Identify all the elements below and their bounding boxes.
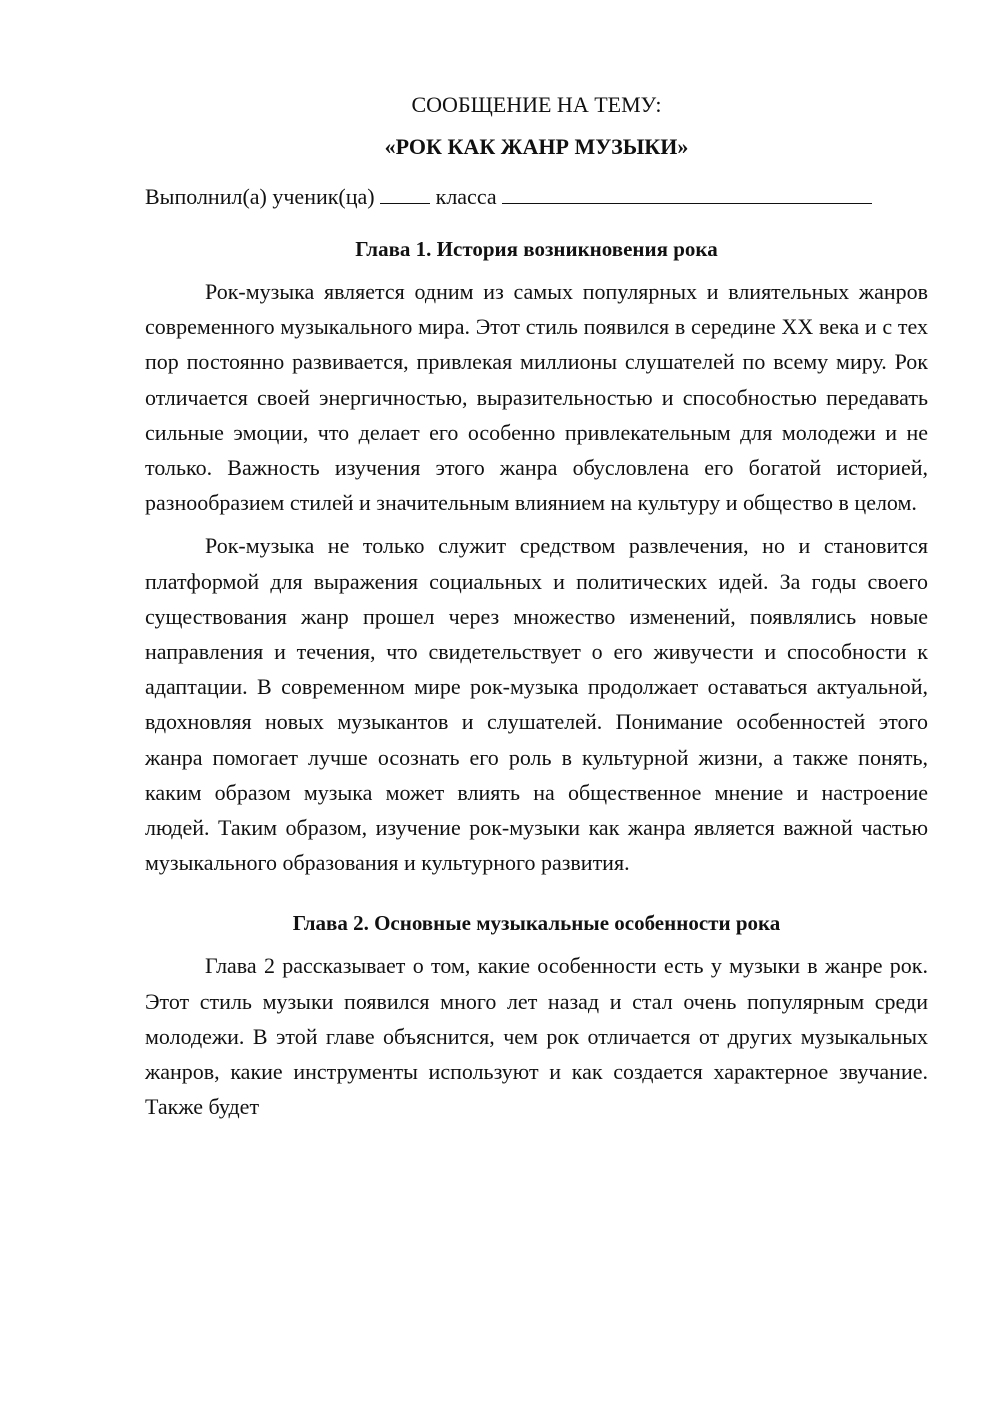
author-line xyxy=(145,182,928,212)
class-number-blank xyxy=(380,183,430,204)
chapter-1-paragraph-2: Рок-музыка не только служит средством развлечения, но и становится платформой для выражения социальных и политических идей. За годы своего существования жанр прошел через множество изменений, появлялись новые направления и течения, что свидетельствует о его живучести и способности к адаптации. В современном мире рок-музыка продолжает оставаться актуальной, вдохновляя новых музыкантов и слушателей. Понимание особенностей этого жанра помогает лучше осознать его роль в культурной жизни, а также понять, каким образом музыка может влиять на общественное мнение и настроение людей. Таким образом, изучение рок-музыки как жанра является важной частью музыкального образования и культурного развития. xyxy=(145,533,928,876)
document-content xyxy=(145,90,928,1132)
class-name-blank xyxy=(502,183,872,204)
chapter-2-paragraph-1: Глава 2 рассказывает о том, какие особенности есть у музыки в жанре рок. Этот стиль музыки появился много лет назад и стал очень популярным среди молодежи. В этой главе объяснится, чем рок отличается от других музыкальных жанров, какие инструменты используют и как создается характерное звучание. Также будет xyxy=(145,953,928,1120)
class-label: класса xyxy=(435,184,497,209)
chapter-1-paragraph-1: Рок-музыка является одним из самых популярных и влиятельных жанров современного музыкального мира. Этот стиль появился в середине XX века и с тех пор постоянно развивается, привлекая миллионы слушателей по всему миру. Рок отличается своей энергичностью, выразительностью и способностью передавать сильные эмоции, что делает его особенно привлекательным для молодежи и не только. Важность изучения этого жанра обусловлена его богатой историей, разнообразием стилей и значительным влиянием на культуру и общество в целом. xyxy=(145,279,928,516)
chapter-2-heading: Глава 2. Основные музыкальные особенности рока xyxy=(292,911,781,936)
performed-by-label: Выполнил(а) ученик(ца) xyxy=(145,184,375,209)
document-title: СООБЩЕНИЕ НА ТЕМУ: xyxy=(411,92,662,117)
chapter-1-heading: Глава 1. История возникновения рока xyxy=(355,237,718,261)
document-topic: «РОК КАК ЖАНР МУЗЫКИ» xyxy=(384,134,689,159)
